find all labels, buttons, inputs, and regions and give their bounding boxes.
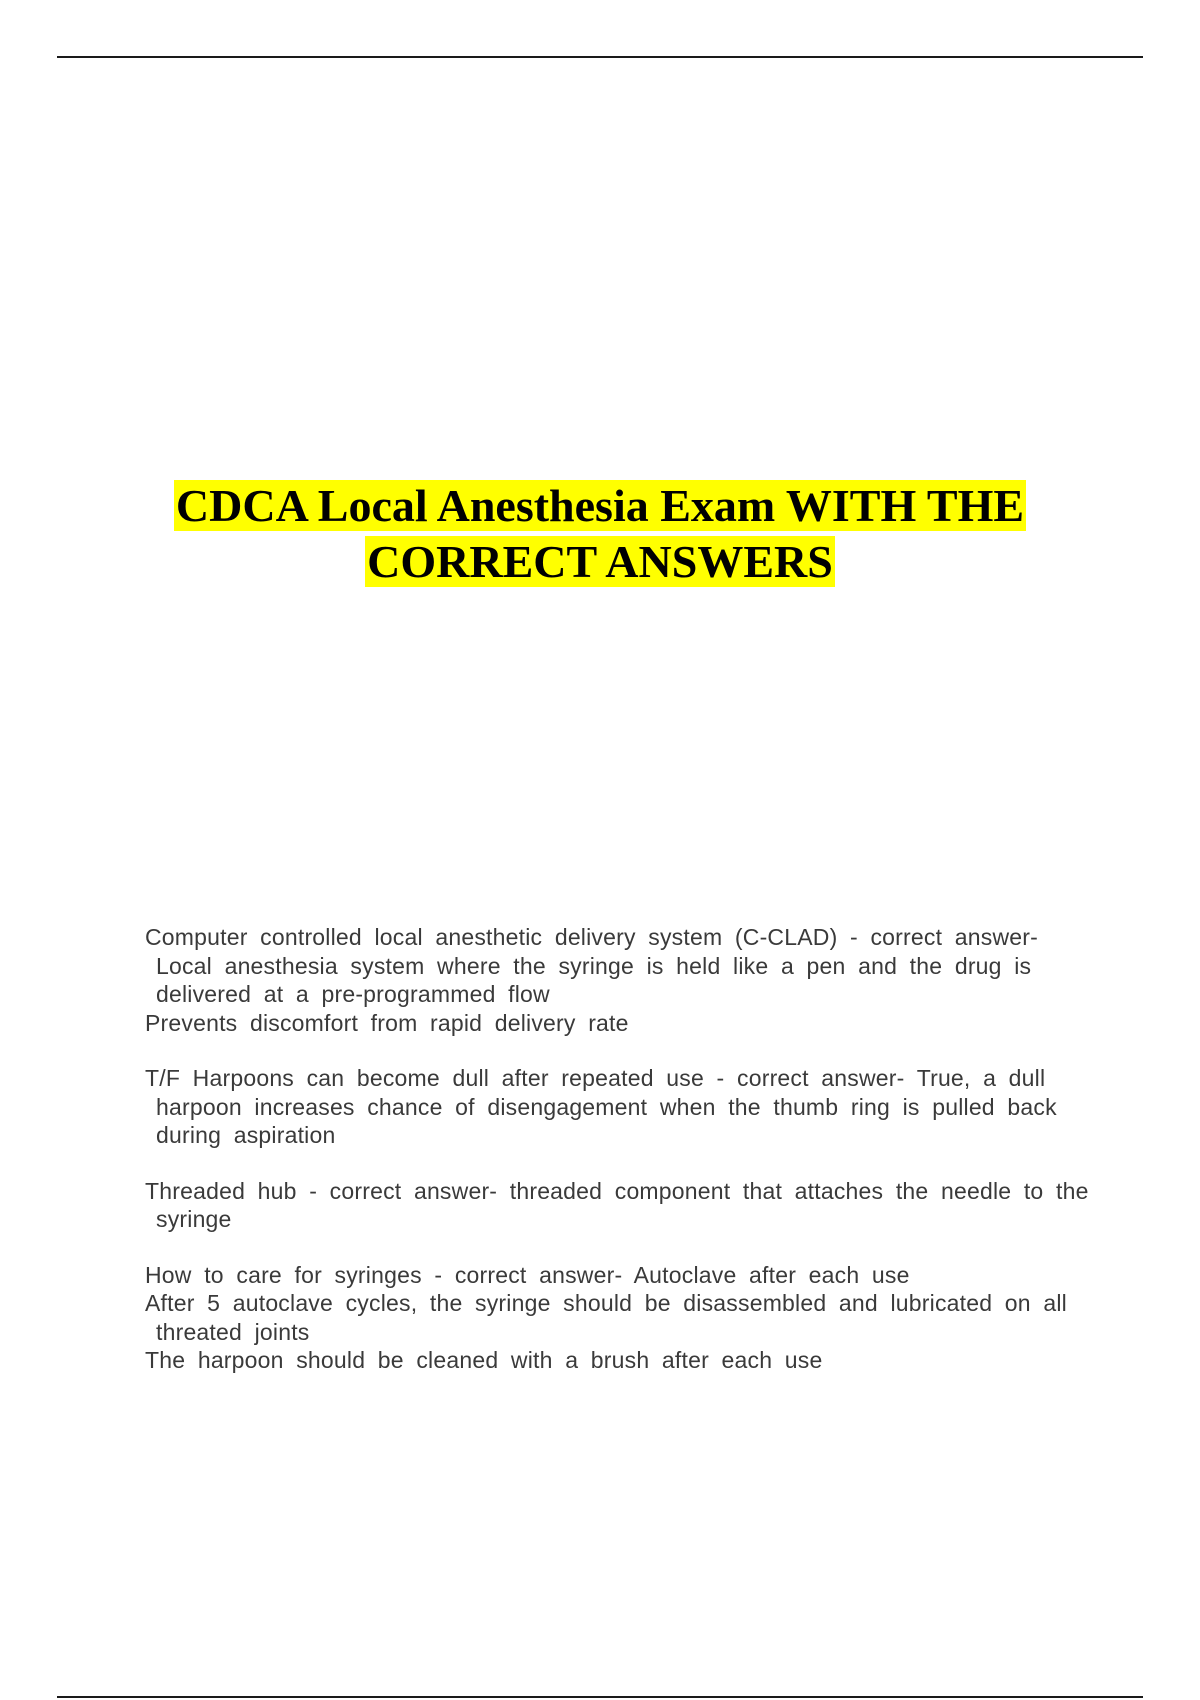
top-rule	[57, 56, 1143, 58]
qa-separator: -	[296, 1177, 330, 1204]
qa-question-line	[145, 923, 1090, 1009]
qa-question-line	[145, 1261, 1090, 1290]
qa-term: How to care for syringes	[145, 1261, 422, 1288]
qa-entry	[145, 1064, 1090, 1150]
qa-answer-text: threaded component that attaches the needle to the syringe	[156, 1177, 1089, 1232]
qa-entry	[145, 1261, 1090, 1375]
qa-separator: -	[837, 924, 871, 950]
bottom-rule	[57, 1696, 1143, 1698]
title-line-1: CDCA Local Anesthesia Exam WITH THE	[175, 480, 1025, 531]
qa-separator: -	[421, 1261, 455, 1288]
qa-answer-text: Autoclave after each use	[633, 1261, 910, 1288]
qa-question-line	[145, 1064, 1090, 1150]
qa-answer-text: True, a dull harpoon increases chance of disengagement when the thumb ring is pulled back during aspiration	[156, 1065, 1057, 1148]
qa-answer-line: After 5 autoclave cycles, the syringe should be disassembled and lubricated on all threated joints	[145, 1290, 1067, 1345]
qa-answer-line: Prevents discomfort from rapid delivery rate	[145, 1009, 629, 1036]
qa-term: Computer controlled local anesthetic delivery system (C-CLAD)	[145, 924, 838, 950]
qa-separator: -	[703, 1065, 738, 1091]
qa-answer-label: correct answer-	[870, 924, 1038, 950]
qa-term: T/F Harpoons can become dull after repeated use	[145, 1065, 704, 1091]
qa-answer-label: correct answer-	[329, 1177, 498, 1204]
qa-term: Threaded hub	[145, 1177, 297, 1204]
qa-entry	[145, 923, 1090, 1037]
qa-answer-label: correct answer-	[737, 1065, 905, 1091]
qa-question-line	[145, 1177, 1090, 1234]
qa-answer-label: correct answer-	[454, 1261, 623, 1288]
title-line-2: CORRECT ANSWERS	[367, 536, 833, 587]
qa-entry	[145, 1177, 1090, 1234]
qa-answer-text: Local anesthesia system where the syringe is held like a pen and the drug is delivered at a pre-programmed flow	[156, 952, 1032, 1007]
document-title	[100, 478, 1100, 590]
qa-list	[145, 923, 1090, 1402]
qa-answer-line: The harpoon should be cleaned with a brush after each use	[145, 1347, 823, 1373]
